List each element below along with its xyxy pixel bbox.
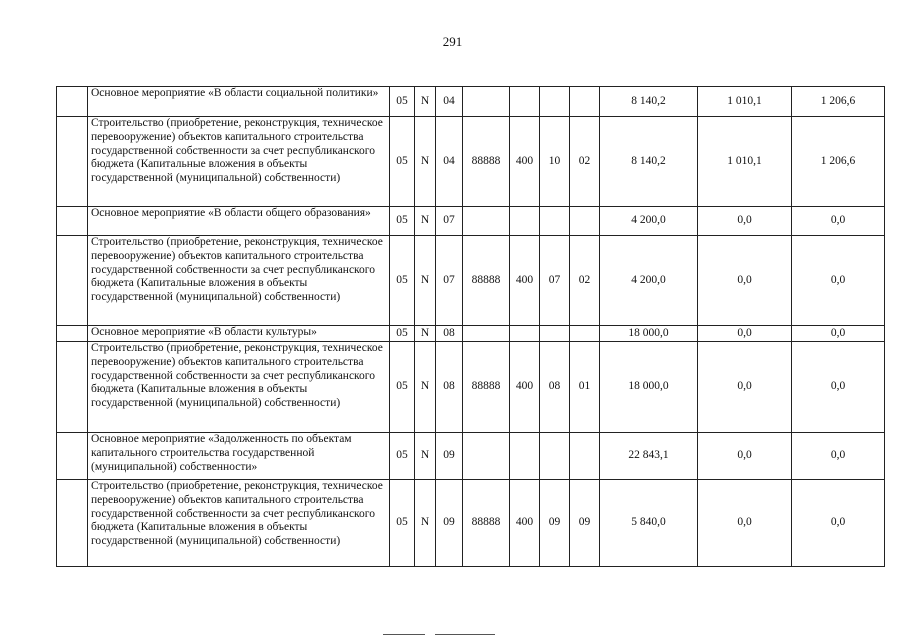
code-7-cell: 02 xyxy=(570,117,600,207)
code-3-cell: 07 xyxy=(436,236,463,326)
value-2-cell: 0,0 xyxy=(698,342,792,433)
code-6-cell: 07 xyxy=(540,236,570,326)
row-number-cell xyxy=(57,117,88,207)
code-6-cell xyxy=(540,87,570,117)
code-2-cell: N xyxy=(415,433,436,480)
code-6-cell xyxy=(540,326,570,342)
row-name: Строительство (приобретение, реконструкция, техническое перевооружение) объектов капитального строительства государственной собственности за счет республиканского бюджета (Капитальные вложения в объекты государственной (муниципальной) собственности) xyxy=(88,117,390,207)
code-2-cell: N xyxy=(415,342,436,433)
row-number-cell xyxy=(57,342,88,433)
code-3-cell: 07 xyxy=(436,207,463,236)
page-number: 291 xyxy=(442,34,463,49)
code-7-cell: 02 xyxy=(570,236,600,326)
table-row xyxy=(57,117,885,207)
budget-table-body xyxy=(57,87,885,567)
row-name: Строительство (приобретение, реконструкция, техническое перевооружение) объектов капитального строительства государственной собственности за счет республиканского бюджета (Капитальные вложения в объекты государственной (муниципальной) собственности) xyxy=(88,236,390,326)
value-1-cell: 5 840,0 xyxy=(600,480,698,567)
code-3-cell: 09 xyxy=(436,480,463,567)
code-5-cell xyxy=(510,433,540,480)
value-1-cell: 8 140,2 xyxy=(600,87,698,117)
code-4-cell xyxy=(463,433,510,480)
row-number-cell xyxy=(57,207,88,236)
code-5-cell: 400 xyxy=(510,236,540,326)
row-number-cell xyxy=(57,87,88,117)
code-3-cell: 08 xyxy=(436,342,463,433)
value-1-cell: 18 000,0 xyxy=(600,326,698,342)
code-4-cell: 88888 xyxy=(463,480,510,567)
value-2-cell: 1 010,1 xyxy=(698,87,792,117)
row-name: Строительство (приобретение, реконструкция, техническое перевооружение) объектов капитального строительства государственной собственности за счет республиканского бюджета (Капитальные вложения в объекты государственной (муниципальной) собственности) xyxy=(88,342,390,433)
value-3-cell: 0,0 xyxy=(792,342,885,433)
code-2-cell: N xyxy=(415,87,436,117)
row-number-cell xyxy=(57,236,88,326)
value-3-cell: 0,0 xyxy=(792,207,885,236)
value-3-cell: 0,0 xyxy=(792,236,885,326)
code-1-cell: 05 xyxy=(390,87,415,117)
value-2-cell: 0,0 xyxy=(698,480,792,567)
code-2-cell: N xyxy=(415,326,436,342)
code-2-cell: N xyxy=(415,236,436,326)
value-1-cell: 4 200,0 xyxy=(600,236,698,326)
code-3-cell: 04 xyxy=(436,87,463,117)
footer-line xyxy=(435,634,495,635)
code-7-cell xyxy=(570,326,600,342)
budget-table xyxy=(56,86,885,567)
row-number-cell xyxy=(57,326,88,342)
value-2-cell: 0,0 xyxy=(698,433,792,480)
table-row xyxy=(57,342,885,433)
code-6-cell: 09 xyxy=(540,480,570,567)
code-7-cell: 09 xyxy=(570,480,600,567)
row-number-cell xyxy=(57,433,88,480)
code-4-cell: 88888 xyxy=(463,342,510,433)
row-name: Основное мероприятие «Задолженность по объектам капитального строительства государственной (муниципальной) собственности» xyxy=(88,433,390,480)
table-row xyxy=(57,480,885,567)
code-5-cell xyxy=(510,326,540,342)
table-row xyxy=(57,87,885,117)
value-1-cell: 8 140,2 xyxy=(600,117,698,207)
code-1-cell: 05 xyxy=(390,207,415,236)
code-6-cell: 10 xyxy=(540,117,570,207)
code-4-cell: 88888 xyxy=(463,117,510,207)
code-2-cell: N xyxy=(415,117,436,207)
code-4-cell xyxy=(463,87,510,117)
code-7-cell xyxy=(570,87,600,117)
code-7-cell: 01 xyxy=(570,342,600,433)
code-1-cell: 05 xyxy=(390,236,415,326)
code-6-cell xyxy=(540,433,570,480)
value-2-cell: 1 010,1 xyxy=(698,117,792,207)
value-3-cell: 0,0 xyxy=(792,480,885,567)
code-5-cell: 400 xyxy=(510,117,540,207)
code-6-cell: 08 xyxy=(540,342,570,433)
value-3-cell: 0,0 xyxy=(792,433,885,480)
code-6-cell xyxy=(540,207,570,236)
value-2-cell: 0,0 xyxy=(698,326,792,342)
code-7-cell xyxy=(570,433,600,480)
code-1-cell: 05 xyxy=(390,433,415,480)
code-1-cell: 05 xyxy=(390,480,415,567)
code-3-cell: 04 xyxy=(436,117,463,207)
value-1-cell: 4 200,0 xyxy=(600,207,698,236)
code-5-cell xyxy=(510,207,540,236)
footer-line xyxy=(383,634,425,635)
table-row xyxy=(57,207,885,236)
value-1-cell: 18 000,0 xyxy=(600,342,698,433)
code-5-cell: 400 xyxy=(510,480,540,567)
table-row xyxy=(57,236,885,326)
value-2-cell: 0,0 xyxy=(698,236,792,326)
row-name: Строительство (приобретение, реконструкция, техническое перевооружение) объектов капитального строительства государственной собственности за счет республиканского бюджета (Капитальные вложения в объекты государственной (муниципальной) собственности) xyxy=(88,480,390,567)
row-name: Основное мероприятие «В области социальной политики» xyxy=(88,87,390,117)
value-3-cell: 1 206,6 xyxy=(792,117,885,207)
code-4-cell xyxy=(463,326,510,342)
code-1-cell: 05 xyxy=(390,117,415,207)
code-7-cell xyxy=(570,207,600,236)
code-2-cell: N xyxy=(415,480,436,567)
value-3-cell: 0,0 xyxy=(792,326,885,342)
value-2-cell: 0,0 xyxy=(698,207,792,236)
code-3-cell: 09 xyxy=(436,433,463,480)
code-5-cell: 400 xyxy=(510,342,540,433)
value-3-cell: 1 206,6 xyxy=(792,87,885,117)
code-4-cell xyxy=(463,207,510,236)
row-name: Основное мероприятие «В области культуры» xyxy=(88,326,390,342)
code-3-cell: 08 xyxy=(436,326,463,342)
table-row xyxy=(57,433,885,480)
code-5-cell xyxy=(510,87,540,117)
row-name: Основное мероприятие «В области общего образования» xyxy=(88,207,390,236)
code-1-cell: 05 xyxy=(390,342,415,433)
code-1-cell: 05 xyxy=(390,326,415,342)
code-2-cell: N xyxy=(415,207,436,236)
value-1-cell: 22 843,1 xyxy=(600,433,698,480)
code-4-cell: 88888 xyxy=(463,236,510,326)
row-number-cell xyxy=(57,480,88,567)
table-row xyxy=(57,326,885,342)
